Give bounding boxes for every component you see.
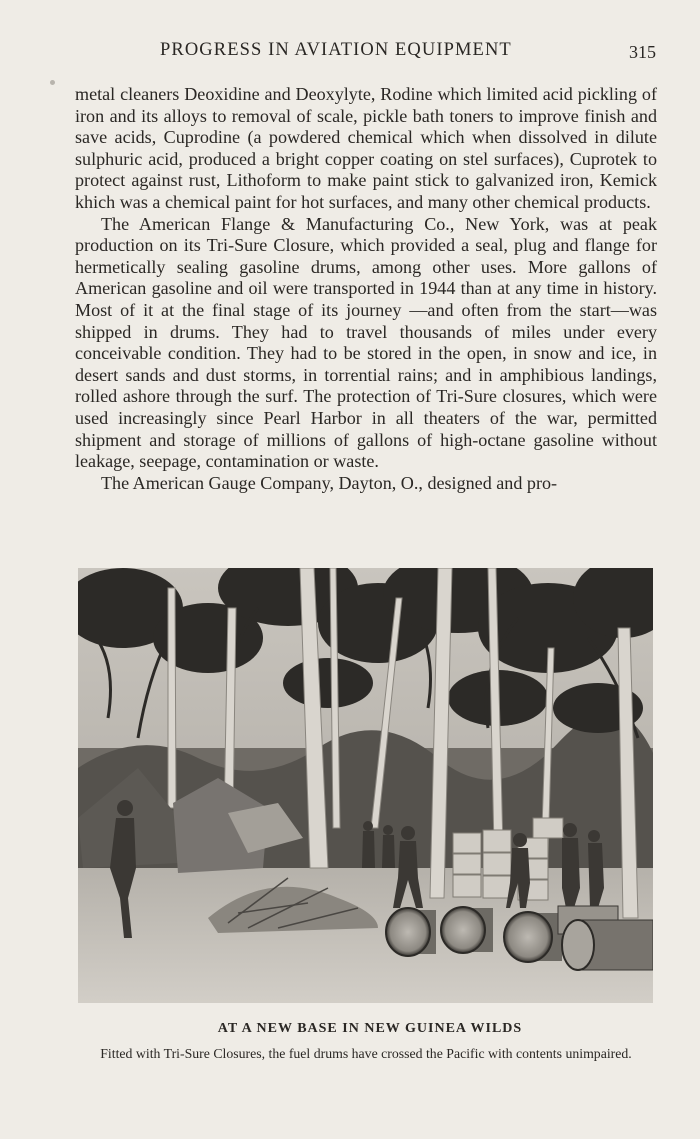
running-head: PROGRESS IN AVIATION EQUIPMENT xyxy=(160,40,512,60)
figure-caption-title: AT A NEW BASE IN NEW GUINEA WILDS xyxy=(217,1021,523,1036)
page-speck xyxy=(50,80,55,85)
page-number: 315 xyxy=(629,42,656,62)
paragraph-american-flange: The American Flange & Manufacturing Co., New York, was at peak production on its Tri-Sure Closure, which provided a seal, plug and flange for hermetically sealing gasoline drums, among other uses. More gallons of American gasoline and oil were transported in 1944 than at any time in history. Most of it at the final stage of its journey —and often from the start—was shipped in drums. They had to travel thousands of miles under every conceivable condition. They had to be stored in the open, in snow and ice, in desert sands and dust storms, in torrential rains; and in amphibious landings, rolled ashore through the surf. The protection of Tri-Sure closures, which were used increasingly since Pearl Harbor in all theaters of the war, permitted shipment and storage of millions of gallons of high-octane gasoline without leakage, seepage, contamination or waste. xyxy=(75,213,657,472)
photograph-new-guinea-base xyxy=(78,568,653,1003)
figure-caption-text: Fitted with Tri-Sure Closures, the fuel drums have crossed the Pacific with contents unimpaired. xyxy=(100,1046,632,1061)
paragraph-chemicals: metal cleaners Deoxidine and Deoxylyte, Rodine which limited acid pickling of iron and its alloys to removal of scale, pickle bath toners to improve finish and save acids, Cuprodine (a powdered chemical which when dissolved in dilute sulphuric acid, produced a bright copper coating on stel surfaces), Cuprotek to protect against rust, Lithoform to make paint stick to galvanized iron, Kemick khich was a chemical paint for hot surfaces, and many other chemical products. xyxy=(75,84,657,212)
paragraph-american-gauge: The American Gauge Company, Dayton, O., designed and pro- xyxy=(101,472,558,493)
body-text xyxy=(75,84,657,494)
